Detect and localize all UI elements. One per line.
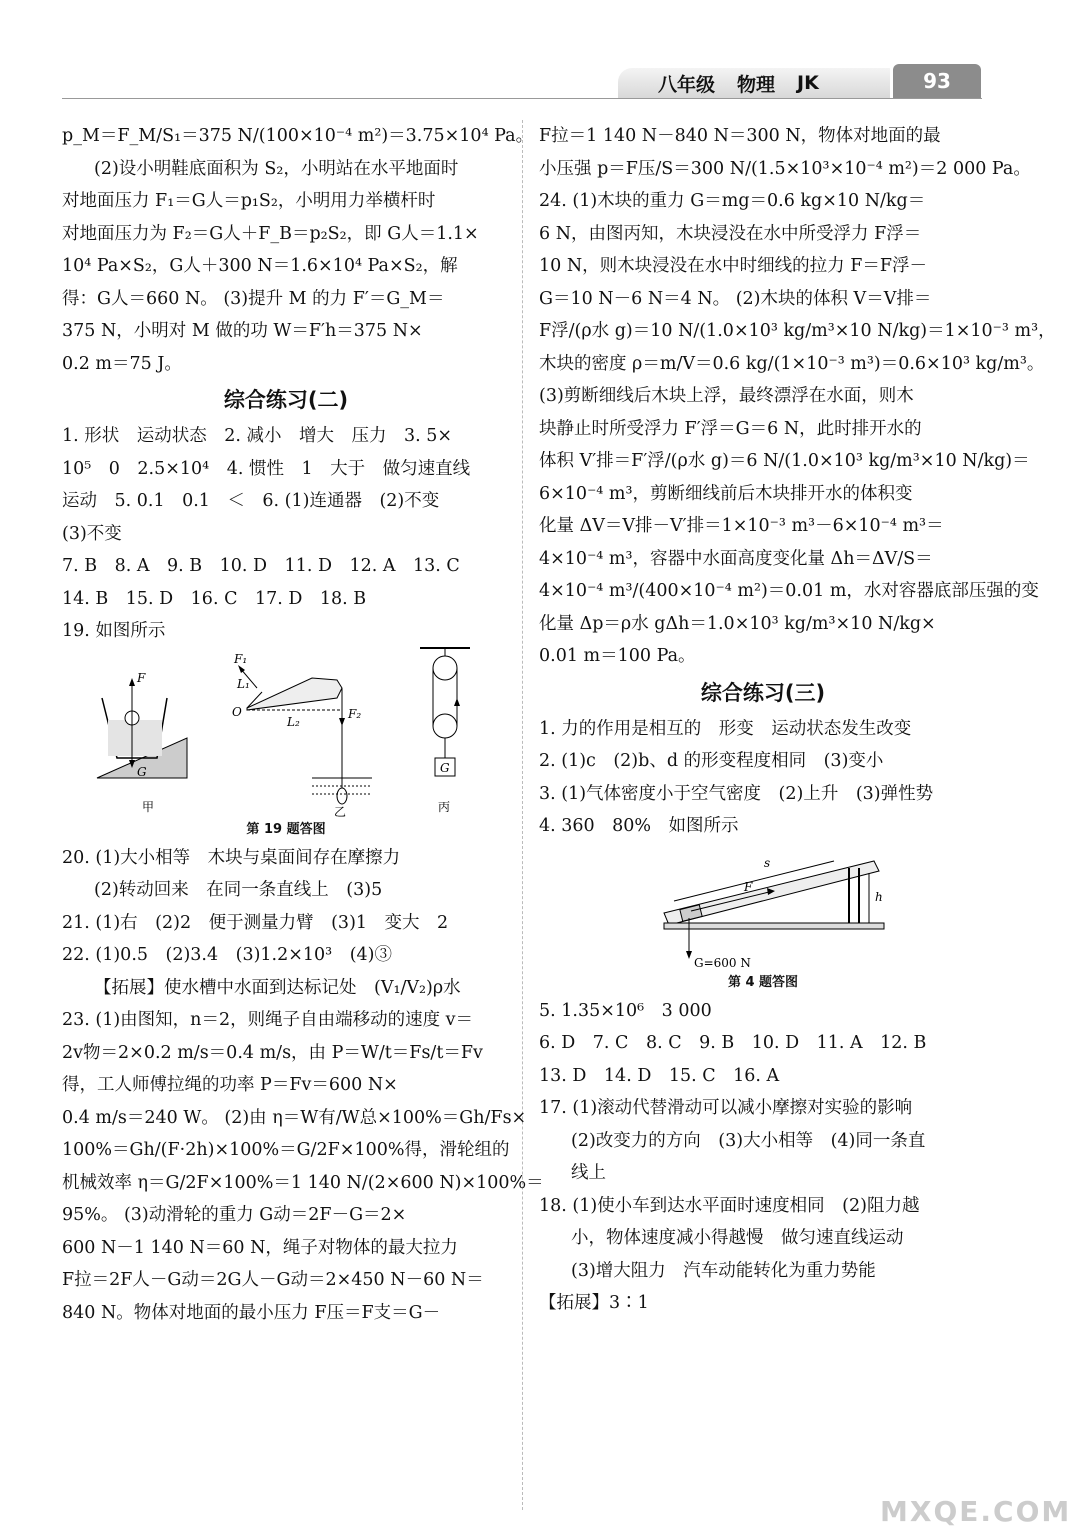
text-line: p_M＝F_M/S₁＝375 N/(100×10⁻⁴ m²)＝3.75×10⁴ Pa。 [62,126,534,146]
text-line: 对地面压力 F₁＝G人＝p₁S₂，小明用力举横杆时 [62,191,436,211]
page-number: 93 [893,64,981,98]
text-line: 得，工人师傅拉绳的功率 P＝Fv＝600 N× [62,1075,398,1095]
text-line: G＝10 N－6 N＝4 N。 (2)木块的体积 V＝V排＝ [539,288,932,309]
text-line: 小，物体速度减小得越慢 做匀速直线运动 [571,1228,904,1248]
label-yi: 乙 [334,804,347,819]
text-line: (2)改变力的方向 (3)大小相等 (4)同一条直 [571,1130,926,1151]
text-line: 10 N，则木块浸没在水中时细线的拉力 F＝F浮－ [539,256,927,276]
text-line: (3)剪断细线后木块上浮，最终漂浮在水面，则木 [539,386,914,406]
label-s: s [764,855,771,870]
figure-4 [539,843,987,971]
label-L2: L₂ [287,714,300,729]
header-rule [62,98,982,99]
left-column [62,120,544,1329]
text-line: 块静止时所受浮力 F′浮＝G＝6 N，此时排开水的 [539,418,922,439]
label-L1: L₁ [237,676,250,691]
text-line: 5. 1.35×10⁶ 3 000 [539,1000,712,1021]
arrow-head [129,678,135,686]
label-F1: F₁ [234,651,248,666]
text-line: 6×10⁻⁴ m³，剪断细线前后木块排开水的体积变 [539,483,913,504]
text-line: 4×10⁻⁴ m³/(400×10⁻⁴ m²)＝0.01 m，水对容器底部压强的变 [539,581,1039,601]
block-shape [680,904,702,920]
movable-pulley [433,714,457,738]
text-line: 【拓展】使水槽中水面到达标记处 (V₁/V₂)ρ水 [94,977,461,998]
text-line: 22. (1)0.5 (2)3.4 (3)1.2×10³ (4)③ [62,945,392,965]
weight-shape [337,788,347,804]
text-line: (2)设小明鞋底面积为 S₂，小明站在水平地面时 [94,158,459,179]
figure-4-diagram [539,843,987,971]
text-line: 对地面压力为 F₂＝G人＋F_B＝p₂S₂，即 G人＝1.1× [62,223,479,244]
figure-19-diagram [62,648,510,818]
text-line: 得：G人＝660 N。 (3)提升 M 的力 F′＝G_M＝ [62,288,445,309]
text-line: 4×10⁻⁴ m³，容器中水面高度变化量 Δh＝ΔV/S＝ [539,548,933,569]
text-line: 100%＝Gh/(F·2h)×100%＝G/2F×100%得，滑轮组的 [62,1140,510,1160]
label-F: F [744,879,753,894]
text-line: 1. 力的作用是相互的 形变 运动状态发生改变 [539,718,912,739]
text-line: 95%。 (3)动滑轮的重力 G动＝2F－G＝2× [62,1205,407,1225]
text-line: 18. (1)使小车到达水平面时速度相同 (2)阻力越 [539,1195,920,1216]
label-G-block: G [440,760,450,775]
figure-4-caption: 第 4 题答图 [727,974,799,990]
section-title: 综合练习(三) [700,680,826,705]
text-line: 化量 Δp＝ρ水 gΔh＝1.0×10³ kg/m³×10 N/kg× [539,613,936,634]
text-line: 10⁵ 0 2.5×10⁴ 4. 惯性 1 大于 做匀速直线 [62,458,471,479]
text-line: 【拓展】3∶1 [539,1293,649,1313]
text-line: 运动 5. 0.1 0.1 ＜ 6. (1)连通器 (2)不变 [62,491,440,511]
label-F2: F₂ [348,706,362,721]
text-line: 2. (1)c (2)b、d 的形变程度相同 (3)变小 [539,751,884,771]
text-line: 6 N，由图丙知，木块浸没在水中所受浮力 F浮＝ [539,223,922,244]
text-line: 10⁴ Pa×S₂，G人＋300 N＝1.6×10⁴ Pa×S₂，解 [62,256,458,276]
column-divider [522,120,523,1510]
text-line: 机械效率 η＝G/2F×100%＝1 140 N/(2×600 N)×100%＝ [62,1172,544,1193]
text-line: 600 N－1 140 N＝60 N，绳子对物体的最大拉力 [62,1237,458,1258]
text-line: 6. D 7. C 8. C 9. B 10. D 11. A 12. B [539,1033,927,1053]
text-line: F浮/(ρ水 g)＝10 N/(1.0×10³ kg/m³×10 N/kg)＝1×10⁻³ m³， [539,321,1056,341]
text-line: F拉＝2F人－G动＝2G人－G动＝2×450 N－60 N＝ [62,1270,484,1290]
grade: 八年级 [658,73,716,96]
text-line: 2v物＝2×0.2 m/s＝0.4 m/s，由 P＝W/t＝Fs/t＝Fv [62,1042,483,1063]
text-line: 23. (1)由图知，n＝2，则绳子自由端移动的速度 v＝ [62,1010,474,1030]
section-title: 综合练习(二) [223,388,349,412]
text-line: 1. 形状 运动状态 2. 减小 增大 压力 3. 5× [62,426,453,446]
text-line: (2)转动回来 在同一条直线上 (3)5 [94,880,383,900]
text-line: 木块的密度 ρ＝m/V＝0.6 kg/(1×10⁻³ m³)＝0.6×10³ kg/m³。 [539,353,1045,374]
text-line: 375 N，小明对 M 做的功 W＝F′h＝375 N× [62,321,423,341]
header-tab [618,68,890,98]
text-line: 0.2 m＝75 J。 [62,353,182,374]
label-h: h [875,889,883,904]
text-line: 24. (1)木块的重力 G＝mg＝0.6 kg×10 N/kg＝ [539,191,926,211]
text-line: (3)增大阻力 汽车动能转化为重力势能 [571,1260,876,1281]
watermark: MXQE.COM [880,1495,1071,1528]
label-O: O [232,704,242,719]
text-line: 0.4 m/s＝240 W。 (2)由 η＝W有/W总×100%＝Gh/Fs× [62,1107,527,1128]
text-line: 化量 ΔV＝V排－V′排＝1×10⁻³ m³－6×10⁻⁴ m³＝ [539,516,944,536]
text-line: 线上 [571,1163,606,1183]
label-bing: 丙 [438,799,451,814]
text-line: 20. (1)大小相等 木块与桌面间存在摩擦力 [62,847,401,868]
label-G600: G=600 N [694,955,751,970]
label-G: G [137,764,147,779]
text-line: 体积 V′排＝F′浮/(ρ水 g)＝6 N/(1.0×10³ kg/m³×10 N/kg)＝ [539,451,1030,471]
label-F: F [137,670,146,685]
text-line: 17. (1)滚动代替滑动可以减小摩擦对实验的影响 [539,1098,913,1118]
text-line: 13. D 14. D 15. C 16. A [539,1065,780,1086]
text-line: 3. (1)气体密度小于空气密度 (2)上升 (3)弹性势 [539,783,934,804]
figure-19 [62,648,510,818]
figure-19-caption: 第 19 题答图 [246,821,326,837]
text-line: 0.01 m＝100 Pa。 [539,646,696,666]
subject: 物理 [737,73,776,96]
arrow-head [339,718,345,726]
text-line: F拉＝1 140 N－840 N＝300 N，物体对地面的最 [539,126,941,146]
arrow-head [686,951,692,959]
right-column [539,120,1056,1320]
text-line: 21. (1)右 (2)2 便于测量力臂 (3)1 变大 2 [62,912,449,933]
fixed-pulley [433,656,457,680]
label-jia: 甲 [142,799,155,814]
edition: JK [797,72,819,94]
arrow-head [238,665,245,673]
text-line: 840 N。物体对地面的最小压力 F压＝F支＝G－ [62,1302,441,1323]
text-line: 4. 360 80% 如图所示 [539,816,739,836]
page-header [0,0,1049,108]
text-line: 14. B 15. D 16. C 17. D 18. B [62,588,367,609]
arrow-head [454,698,460,706]
text-line: (3)不变 [62,523,122,544]
text-line: 19. 如图所示 [62,621,166,641]
text-line: 小压强 p＝F压/S＝300 N/(1.5×10³×10⁻⁴ m²)＝2 000 Pa。 [539,158,1031,179]
text-line: 7. B 8. A 9. B 10. D 11. D 12. A 13. C [62,556,460,576]
lever-shape [247,678,342,710]
ground-base [664,923,884,929]
water-shape [108,720,162,756]
